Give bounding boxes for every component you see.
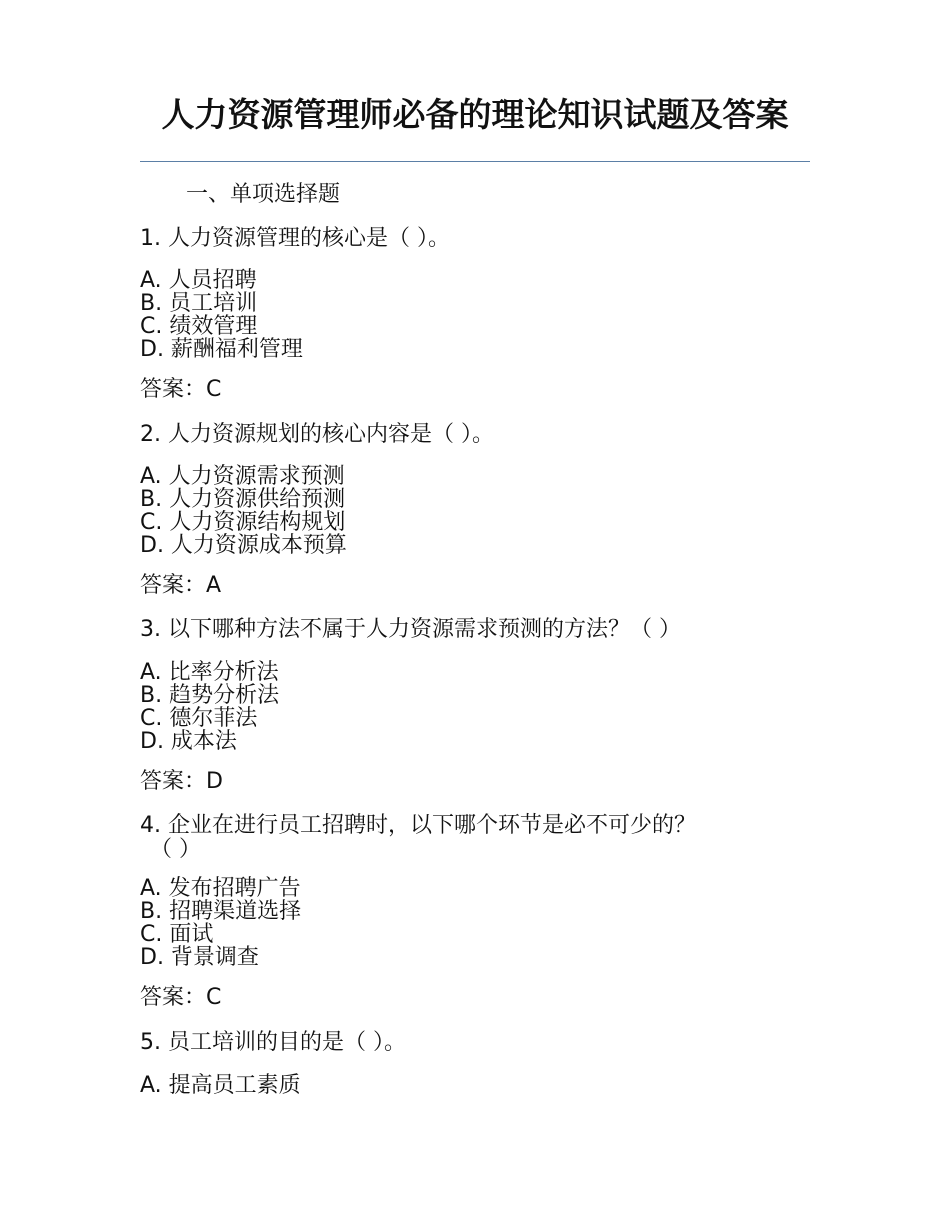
question-1-option-c: C. 绩效管理 (140, 314, 258, 339)
question-2-option-a: A. 人力资源需求预测 (140, 464, 345, 489)
title-underline (140, 161, 810, 162)
question-1-options (140, 269, 303, 361)
section-heading: 一、单项选择题 (186, 182, 341, 207)
question-2-option-d: D. 人力资源成本预算 (140, 533, 347, 558)
question-5-options (140, 1074, 301, 1097)
question-4-option-a: A. 发布招聘广告 (140, 876, 301, 901)
question-4-option-b: B. 招聘渠道选择 (140, 899, 302, 924)
question-2-option-c: C. 人力资源结构规划 (140, 510, 346, 535)
question-1-option-d: D. 薪酬福利管理 (140, 337, 303, 362)
question-3-option-a: A. 比率分析法 (140, 660, 279, 685)
question-4-options (140, 877, 301, 969)
question-1-stem: 1. 人力资源管理的核心是（ ）。 (140, 226, 450, 251)
question-5-option-a: A. 提高员工素质 (140, 1073, 301, 1098)
question-1-option-b: B. 员工培训 (140, 291, 258, 316)
question-3-option-d: D. 成本法 (140, 729, 237, 754)
question-4-stem (140, 814, 780, 862)
question-4-answer: 答案：C (140, 985, 222, 1010)
question-5-stem: 5. 员工培训的目的是（ ）。 (140, 1030, 406, 1055)
question-2-answer: 答案：A (140, 573, 222, 598)
question-4-option-c: C. 面试 (140, 922, 214, 947)
question-4-option-d: D. 背景调查 (140, 945, 259, 970)
question-4-stem-paren: （ ） (150, 837, 201, 862)
question-1-answer: 答案：C (140, 377, 222, 402)
document-title: 人力资源管理师必备的理论知识试题及答案 (161, 95, 789, 134)
question-3-option-b: B. 趋势分析法 (140, 683, 280, 708)
question-2-stem: 2. 人力资源规划的核心内容是（ ）。 (140, 422, 494, 447)
question-3-stem: 3. 以下哪种方法不属于人力资源需求预测的方法？（ ） (140, 617, 681, 642)
question-2-options (140, 465, 347, 557)
question-4-stem-text: 4. 企业在进行员工招聘时，以下哪个环节是必不可少的？ (140, 813, 696, 838)
question-1-option-a: A. 人员招聘 (140, 268, 257, 293)
question-3-option-c: C. 德尔菲法 (140, 706, 258, 731)
question-3-answer: 答案：D (140, 769, 223, 794)
question-3-options (140, 661, 279, 753)
question-2-option-b: B. 人力资源供给预测 (140, 487, 346, 512)
